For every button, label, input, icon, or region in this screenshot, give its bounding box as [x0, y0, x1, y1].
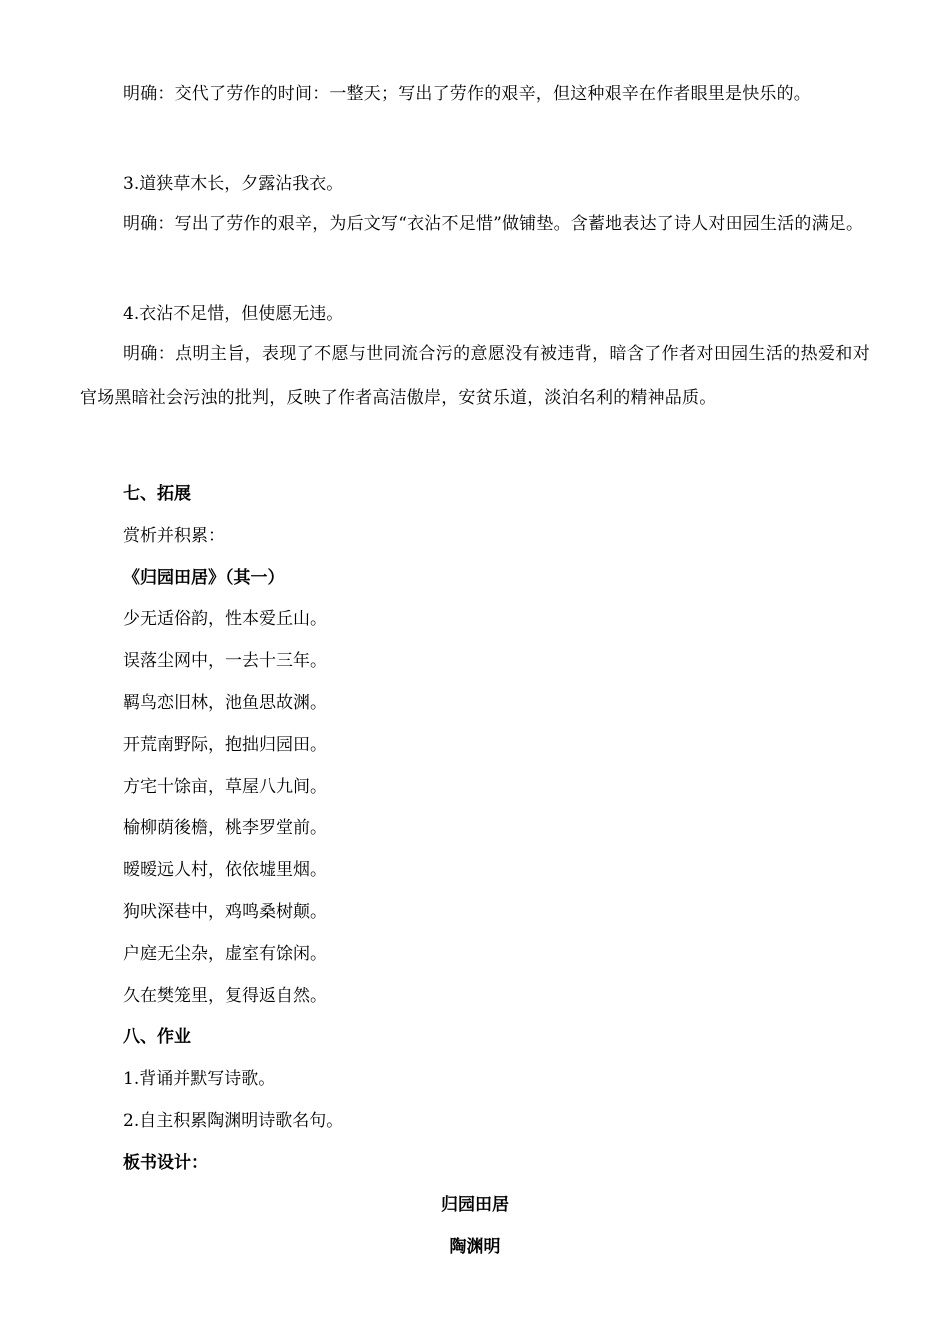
- analysis-paragraph-1: 明确：交代了劳作的时间：一整天；写出了劳作的艰辛，但这种艰辛在作者眼里是快乐的。: [123, 84, 811, 104]
- analysis-paragraph-3: 明确：点明主旨，表现了不愿与世同流合污的意愿没有被违背，暗含了作者对田园生活的热爱和对官场黑暗社会污浊的批判，反映了作者高洁傲岸，安贫乐道，淡泊名利的精神品质。: [80, 344, 870, 408]
- poem-line: 久在樊笼里，复得返自然。: [123, 986, 327, 1006]
- poem-line: 狗吠深巷中，鸡鸣桑树颠。: [123, 902, 327, 922]
- poem-line: 误落尘网中，一去十三年。: [123, 651, 327, 671]
- section-7-intro: 赏析并积累：: [123, 526, 225, 546]
- poem-line: 方宅十馀亩，草屋八九间。: [123, 777, 327, 797]
- board-author: 陶渊明: [449, 1237, 501, 1257]
- homework-item-2: 2.自主积累陶渊明诗歌名句。: [123, 1111, 344, 1131]
- section-7-heading: 七、拓展: [123, 484, 191, 504]
- poem-line: 羁鸟恋旧林，池鱼思故渊。: [123, 693, 327, 713]
- poem-line: 榆柳荫後檐，桃李罗堂前。: [123, 818, 327, 838]
- homework-item-1: 1.背诵并默写诗歌。: [123, 1069, 276, 1089]
- poem-line: 少无适俗韵，性本爱丘山。: [123, 609, 327, 629]
- board-title: 归园田居: [441, 1195, 509, 1215]
- poem-line: 户庭无尘杂，虚室有馀闲。: [123, 944, 327, 964]
- analysis-item-4: 4.衣沾不足惜，但使愿无违。: [123, 304, 344, 324]
- section-8-heading: 八、作业: [123, 1027, 191, 1047]
- poem-line: 暧暧远人村，依依墟里烟。: [123, 860, 327, 880]
- poem-title: 《归园田居》（其一）: [123, 568, 285, 588]
- analysis-paragraph-2: 明确：写出了劳作的艰辛，为后文写“衣沾不足惜”做铺垫。含蓄地表达了诗人对田园生活的满足。: [123, 214, 864, 234]
- board-design-heading: 板书设计：: [123, 1153, 208, 1173]
- analysis-item-3: 3.道狭草木长，夕露沾我衣。: [123, 174, 344, 194]
- poem-line: 开荒南野际，抱拙归园田。: [123, 735, 327, 755]
